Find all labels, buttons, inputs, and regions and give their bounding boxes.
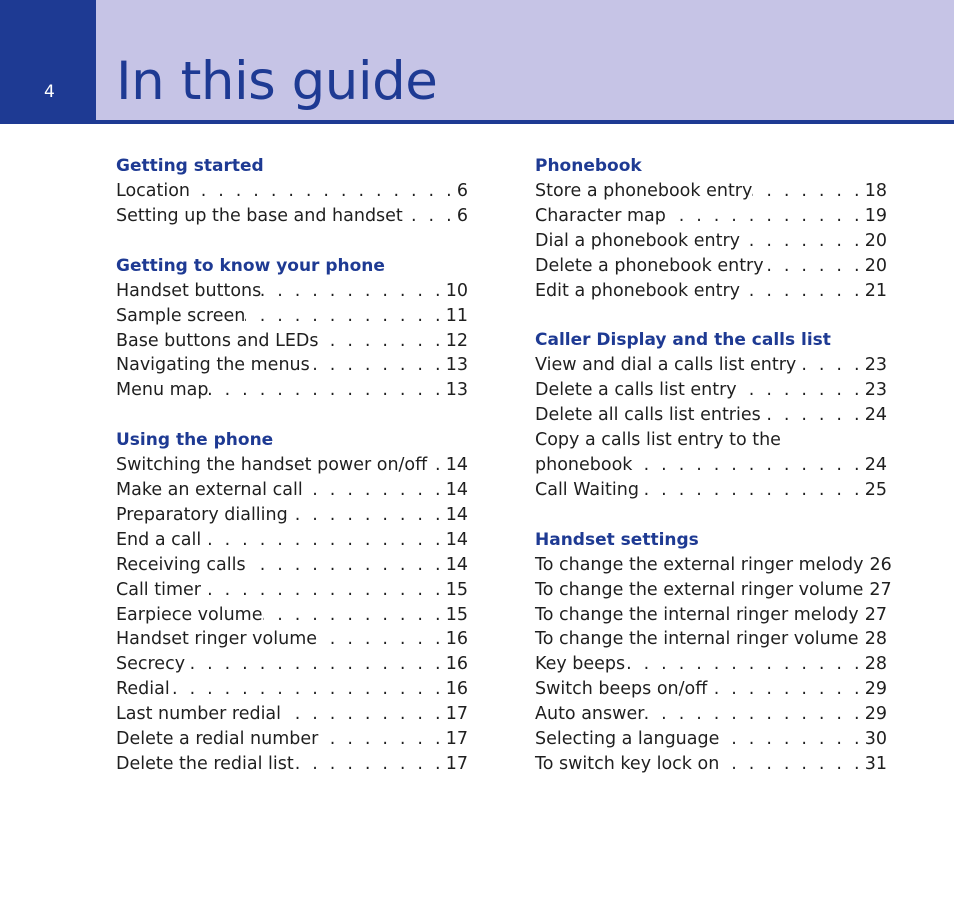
dot-leader: [246, 553, 444, 578]
toc-entry-page: 14: [445, 480, 468, 501]
toc-entry-page: 12: [445, 330, 468, 351]
toc-entry[interactable]: [535, 453, 887, 478]
toc-entry-title: Redial: [116, 679, 170, 700]
toc-entry-title: End a call: [116, 529, 202, 550]
toc-entry-page: 20: [864, 255, 887, 276]
toc-entry-title: Delete a redial number: [116, 729, 319, 750]
toc-entry[interactable]: [116, 528, 468, 553]
dot-leader: [190, 179, 455, 204]
toc-entry[interactable]: [535, 702, 887, 727]
toc-section: [535, 328, 887, 502]
dot-leader: [403, 204, 455, 229]
dot-leader: [666, 204, 863, 229]
toc-entry-title: Setting up the base and handset: [116, 205, 403, 226]
toc-entry-title: To change the internal ringer volume: [535, 629, 859, 650]
toc-entry-page: 30: [864, 729, 887, 750]
dot-leader: [719, 752, 862, 777]
page-number: 4: [44, 82, 55, 102]
toc-entry-page: 14: [445, 505, 468, 526]
toc-entry-page: 19: [864, 205, 887, 226]
toc-entry-page: 14: [445, 529, 468, 550]
dot-leader: [625, 652, 863, 677]
toc-entry[interactable]: [116, 179, 468, 204]
dot-leader: [303, 478, 444, 503]
toc-entry-page: 13: [445, 380, 468, 401]
toc-entry[interactable]: [116, 752, 468, 777]
page-title: In this guide: [116, 51, 438, 112]
dot-leader: [632, 453, 862, 478]
toc-entry-page: 29: [864, 679, 887, 700]
section-heading: Getting to know your phone: [116, 255, 385, 276]
section-heading: Using the phone: [116, 430, 274, 451]
toc-entry-page: 18: [864, 181, 887, 201]
dot-leader: [752, 179, 862, 204]
section-heading: Caller Display and the calls list: [535, 330, 831, 351]
toc-section: [535, 528, 892, 777]
toc-entry-page: 6: [456, 181, 468, 201]
dot-leader: [427, 453, 444, 478]
dot-leader: [644, 702, 862, 727]
dot-leader: [318, 727, 443, 752]
toc-entry-title: Sample screen: [116, 305, 246, 326]
toc-entry[interactable]: [535, 229, 887, 254]
toc-entry[interactable]: [116, 553, 468, 578]
toc-entry-page: 23: [864, 355, 887, 376]
dot-leader: [707, 677, 862, 702]
toc-entry[interactable]: [116, 727, 468, 752]
toc-entry-page: 29: [864, 704, 887, 725]
toc-entry[interactable]: [535, 553, 892, 578]
toc-entry-title: Key beeps: [535, 654, 626, 675]
dot-leader: [201, 528, 444, 553]
toc-entry-page: 26: [869, 554, 892, 575]
toc-entry-title: Location: [116, 181, 191, 201]
toc-entry-title: Preparatory dialling: [116, 505, 288, 526]
toc-entry-page: 28: [864, 629, 887, 650]
toc-entry-title: Base buttons and LEDs: [116, 330, 319, 351]
toc-section: [535, 154, 887, 303]
toc-entry[interactable]: [535, 353, 887, 378]
toc-entry-page: 16: [445, 679, 468, 700]
toc-entry-page: 14: [445, 554, 468, 575]
toc-entry-title: To change the external ringer volume: [535, 579, 864, 600]
dot-leader: [740, 279, 863, 304]
toc-entry-page: 31: [864, 753, 887, 774]
toc-entry-page: 16: [445, 654, 468, 675]
toc-entry-page: 14: [445, 455, 468, 476]
toc-entry-page: 6: [456, 205, 468, 226]
section-heading: Phonebook: [535, 156, 642, 176]
toc-entry-title: Delete all calls list entries: [535, 405, 761, 426]
dot-leader: [318, 329, 443, 354]
toc-entry[interactable]: [116, 578, 468, 603]
page-header: [0, 0, 954, 124]
toc-entry-page: 27: [869, 579, 892, 600]
toc-entry-title: Receiving calls: [116, 554, 246, 575]
dot-leader: [796, 353, 862, 378]
toc-entry[interactable]: [535, 279, 887, 304]
toc-entry-title: Delete the redial list: [116, 753, 294, 774]
toc-entry[interactable]: [116, 702, 468, 727]
toc-entry[interactable]: [535, 627, 887, 652]
toc-entry[interactable]: [116, 329, 468, 354]
toc-entry-page: 17: [445, 753, 468, 774]
toc-entry[interactable]: [116, 478, 468, 503]
toc-entry[interactable]: [116, 677, 468, 702]
toc-entry-title: Call timer: [116, 579, 201, 600]
dot-leader: [281, 702, 444, 727]
dot-leader: [639, 478, 863, 503]
toc-entry[interactable]: [535, 478, 887, 503]
toc-entry-page: 13: [445, 355, 468, 376]
toc-section: [116, 428, 468, 777]
toc-entry-title: Earpiece volume: [116, 604, 263, 625]
toc-entry-title: Edit a phonebook entry: [535, 280, 740, 301]
toc-entry[interactable]: [535, 403, 887, 428]
toc-entry-page: 28: [864, 654, 887, 675]
toc-entry-title: Last number redial: [116, 704, 282, 725]
toc-entry-page: 15: [445, 604, 468, 625]
dot-leader: [764, 254, 863, 279]
dot-leader: [263, 603, 444, 628]
toc-entry[interactable]: [116, 204, 468, 229]
toc-entry-title: phonebook: [535, 455, 633, 476]
toc-entry-page: 16: [445, 629, 468, 650]
toc-entry-title: Auto answer: [535, 704, 645, 725]
toc-entry-page: 17: [445, 729, 468, 750]
dot-leader: [245, 304, 443, 329]
toc-entry-title: Navigating the menus: [116, 355, 310, 376]
toc-entry-continued[interactable]: [535, 428, 887, 453]
toc-entry-title: Secrecy: [116, 654, 186, 675]
toc-entry-page: 24: [864, 405, 887, 426]
toc-entry-page: 17: [445, 704, 468, 725]
dot-leader: [170, 677, 444, 702]
header-divider: [0, 120, 954, 124]
toc-entry-page: 21: [864, 280, 887, 301]
dot-leader: [201, 578, 444, 603]
toc-entry-page: 25: [864, 479, 887, 500]
toc-entry-title: To change the external ringer melody: [535, 554, 864, 575]
toc-entry-title: Handset buttons: [116, 280, 262, 301]
page-number-block: [0, 0, 96, 120]
toc-entry-page: 15: [445, 579, 468, 600]
toc-entry[interactable]: [535, 578, 892, 603]
toc-entry-page: 11: [445, 305, 468, 326]
toc-entry[interactable]: [116, 627, 468, 652]
title-banner: [96, 0, 954, 120]
toc-entry[interactable]: [116, 378, 468, 403]
toc-entry-page: 24: [864, 455, 887, 476]
toc-column-left: [116, 154, 468, 802]
toc-entry[interactable]: [535, 603, 887, 628]
toc-entry[interactable]: [116, 503, 468, 528]
toc-entry-title: Call Waiting: [535, 479, 639, 500]
toc-entry[interactable]: [116, 353, 468, 378]
toc-entry[interactable]: [535, 752, 887, 777]
section-heading: Handset settings: [535, 529, 699, 550]
toc-entry[interactable]: [535, 179, 887, 204]
toc-entry-title: Delete a calls list entry: [535, 380, 737, 401]
toc-entry-title: Switch beeps on/off: [535, 679, 708, 700]
toc-entry-title: Switching the handset power on/off: [116, 455, 428, 476]
toc-entry[interactable]: [535, 652, 887, 677]
dot-leader: [719, 727, 862, 752]
dot-leader: [737, 378, 863, 403]
toc-entry-title: Selecting a language: [535, 729, 720, 750]
toc-entry-title: To switch key lock on: [535, 753, 720, 774]
toc-entry[interactable]: [116, 279, 468, 304]
toc-entry-title: Dial a phonebook entry: [535, 230, 741, 251]
dot-leader: [288, 503, 444, 528]
toc-entry-title: Delete a phonebook entry: [535, 255, 764, 276]
toc-entry-page: 23: [864, 380, 887, 401]
section-heading: Getting started: [116, 156, 264, 176]
dot-leader: [310, 353, 444, 378]
toc-entry-title: View and dial a calls list entry: [535, 355, 797, 376]
dot-leader: [185, 652, 444, 677]
toc-entry-title: Character map: [535, 205, 666, 226]
toc-entry[interactable]: [116, 304, 468, 329]
toc-entry-title: Copy a calls list entry to the: [535, 430, 781, 451]
toc-entry[interactable]: [535, 254, 887, 279]
toc-entry[interactable]: [535, 727, 887, 752]
toc-entry-page: 10: [445, 280, 468, 301]
toc-entry-title: Store a phonebook entry: [535, 181, 753, 201]
dot-leader: [294, 752, 444, 777]
toc-section: [116, 154, 468, 229]
toc-column-right: [535, 154, 892, 802]
toc-entry[interactable]: [116, 652, 468, 677]
toc-entry[interactable]: [535, 204, 887, 229]
dot-leader: [209, 378, 444, 403]
toc-entry-title: Make an external call: [116, 480, 303, 501]
toc-entry[interactable]: [116, 453, 468, 478]
toc-entry-title: To change the internal ringer melody: [535, 604, 859, 625]
toc-entry-page: 20: [864, 230, 887, 251]
dot-leader: [261, 279, 443, 304]
dot-leader: [317, 627, 444, 652]
toc-entry[interactable]: [116, 603, 468, 628]
toc-entry-title: Handset ringer volume: [116, 629, 318, 650]
dot-leader: [761, 403, 863, 428]
toc-entry-title: Menu map: [116, 380, 209, 401]
toc-section: [116, 254, 468, 403]
toc-entry[interactable]: [535, 677, 887, 702]
toc-entry[interactable]: [535, 378, 887, 403]
dot-leader: [740, 229, 863, 254]
toc-entry-page: 27: [864, 604, 887, 625]
